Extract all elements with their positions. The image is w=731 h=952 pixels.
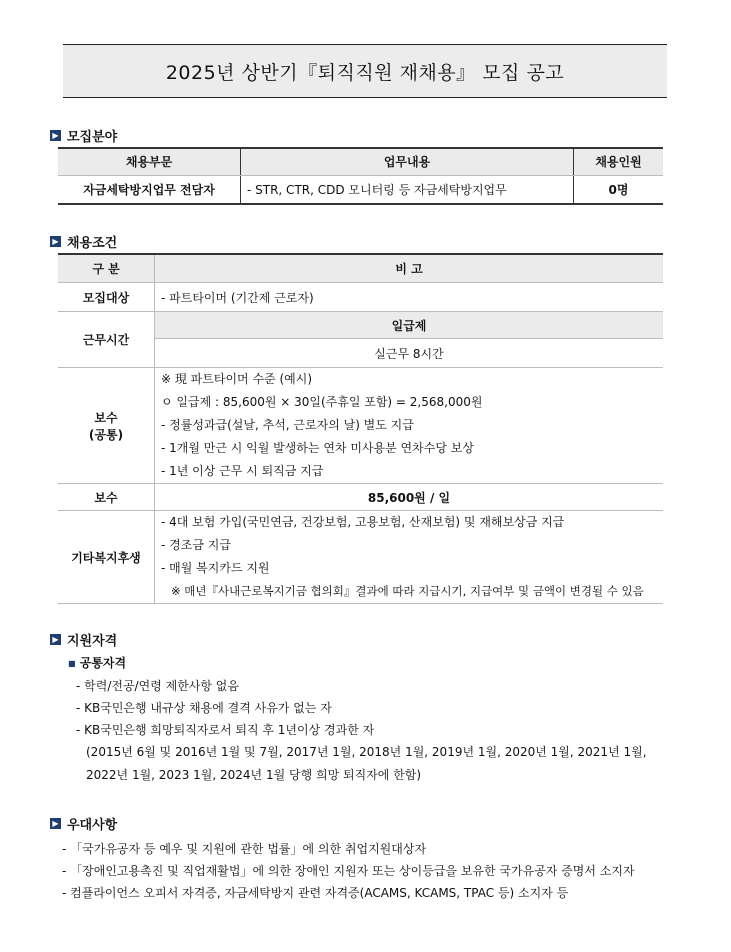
section-qualification-heading: ▶ 지원자격 [50,630,117,649]
row-label: 모집대상 [58,283,155,312]
col-header: 비 고 [155,254,664,283]
col-header: 채용부문 [58,148,241,175]
arrow-icon: ▶ [50,130,61,141]
table-row [58,368,663,484]
list-item: ※ 現 파트타이머 수준 (예시) [161,372,313,386]
section-preference-heading: ▶ 우대사항 [50,814,117,833]
notice-title: 2025년 상반기『퇴직직원 재채용』 모집 공고 [165,61,565,84]
row-value: 실근무 8시간 [155,339,664,368]
list-item: - 매월 복지카드 지원 [161,561,270,575]
list-item: - 「국가유공자 등 예우 및 지원에 관한 법률」에 의한 취업지원대상자 [62,842,427,856]
list-item: - 경조금 지급 [161,538,231,552]
table-row [58,484,663,511]
conditions-table [58,253,663,604]
section-conditions-heading: ▶ 채용조건 [50,232,117,251]
notice-title-box [63,44,667,98]
arrow-icon: ▶ [50,818,61,829]
list-item: ※ 매년『사내근로복지기금 협의회』결과에 따라 지급시기, 지급여부 및 금액이 변경될 수 있음 [171,584,644,598]
qualification-note: 2022년 1월, 2023 1월, 2024년 1월 당행 희망 퇴직자에 한함) [86,768,422,782]
row-value: - 파트타이머 (기간제 근로자) [155,283,664,312]
list-item: - KB국민은행 내규상 채용에 결격 사유가 없는 자 [76,701,332,715]
table-row [58,283,663,312]
row-value: 85,600원 / 일 [155,484,664,511]
table-cell: 자금세탁방지업무 전담자 [58,175,241,204]
list-item: - 「장애인고용촉진 및 직업재활법」에 의한 장애인 지원자 또는 상이등급을 보유한 국가유공자 증명서 소지자 [62,864,635,878]
row-value [155,368,664,484]
col-header: 구 분 [58,254,155,283]
col-header: 업무내용 [241,148,574,175]
arrow-icon: ▶ [50,634,61,645]
list-item: - 4대 보험 가입(국민연금, 건강보험, 고용보험, 산재보험) 및 재해보상금 지급 [161,515,565,529]
section-field-heading: ▶ 모집분야 [50,126,117,145]
table-cell: - STR, CTR, CDD 모니터링 등 자금세탁방지업무 [241,175,574,204]
row-label: 보수 [58,484,155,511]
row-label: 기타복지후생 [58,511,155,604]
list-item: - 정률성과급(설날, 추석, 근로자의 날) 별도 지급 [161,418,414,432]
field-table [58,147,663,205]
bullet-icon: ■ [68,659,76,668]
row-label: 보수 (공통) [58,368,155,484]
arrow-icon: ▶ [50,236,61,247]
qualification-note: (2015년 6월 및 2016년 1월 및 7월, 2017년 1월, 2018년 1월, 2019년 1월, 2020년 1월, 2021년 1월, [86,745,647,759]
row-subheader: 일급제 [155,312,664,339]
qualification-subtitle: ■ 공통자격 [68,656,127,670]
list-item: - KB국민은행 희망퇴직자로서 퇴직 후 1년이상 경과한 자 [76,723,375,737]
row-label: 근무시간 [58,312,155,368]
table-row [58,175,663,204]
table-row [58,312,663,339]
table-cell: 0명 [574,175,664,204]
row-value [155,511,664,604]
list-item: ㅇ 일급제 : 85,600원 × 30일(주휴일 포함) = 2,568,000원 [161,395,483,409]
list-item: - 컴플라이언스 오피서 자격증, 자금세탁방지 관련 자격증(ACAMS, KCAMS, TPAC 등) 소지자 등 [62,886,569,900]
list-item: - 1년 이상 근무 시 퇴직금 지급 [161,464,324,478]
list-item: - 1개월 만근 시 익월 발생하는 연차 미사용분 연차수당 보상 [161,441,474,455]
table-row [58,511,663,604]
col-header: 채용인원 [574,148,664,175]
list-item: - 학력/전공/연령 제한사항 없음 [76,679,239,693]
